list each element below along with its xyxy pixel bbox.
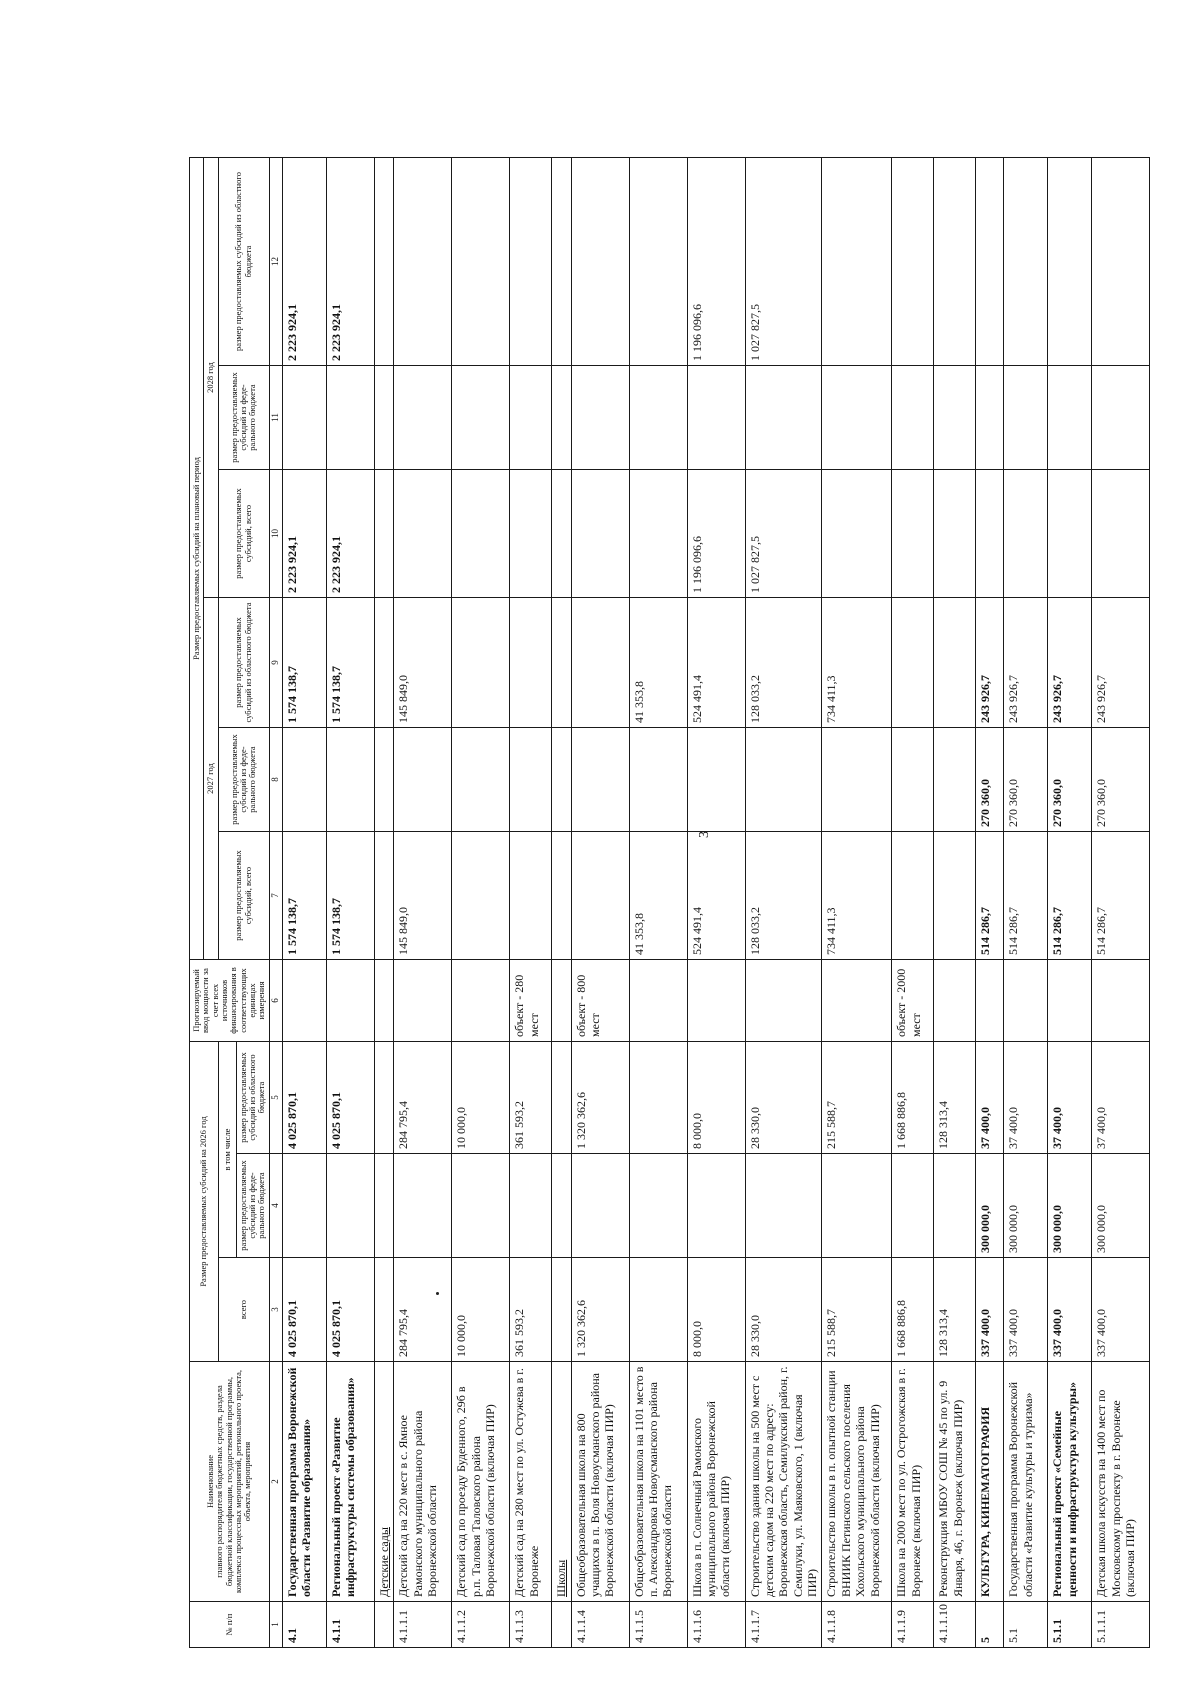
cell-total-2027: 514 286,7	[1048, 832, 1092, 960]
cell-reg-2027	[571, 598, 629, 728]
row-no: 4.1.1.8	[822, 1602, 892, 1648]
cell-reg-2026: 284 795,4	[394, 1042, 452, 1154]
cell-reg-2027	[510, 598, 552, 728]
row-name: Строительство школы в п. опытной станции ВНИИК Петинского сельского поселения Хохольского муниципального района Воронежской области (включая ПИР)	[822, 1362, 892, 1602]
row-name: Детский сад на 280 мест по ул. Остужева в г. Воронеже	[510, 1362, 552, 1602]
row-name: Государственная программа Воронежской области «Развитие культуры и туризма»	[1004, 1362, 1048, 1602]
table-row	[452, 157, 510, 1647]
cell-fed-2028	[326, 366, 374, 470]
cell-fed-2026: 300 000,0	[1004, 1154, 1048, 1258]
row-name: Строительство здания школы на 500 мест с детским садом на 220 мест по адресу: Воронежская область, Семилукский район, г. Семилуки, ул. Маяковского, 1 (включая ПИР)	[745, 1362, 822, 1602]
header-incl-2026: в том числе	[218, 1042, 236, 1258]
col-num: 4	[269, 1154, 282, 1258]
row-name: Региональный проект «Семейные ценности и инфраструктура культуры»	[1048, 1362, 1092, 1602]
cell-total-2026	[552, 1258, 571, 1362]
cell-fed-2028	[552, 366, 571, 470]
cell-total-2027: 524 491,4	[687, 832, 745, 960]
header-fed-2026: размер предоставляемых субсидий из феде-рального бюджета	[236, 1154, 269, 1258]
cell-fed-2026	[282, 1154, 326, 1258]
cell-fed-2027	[326, 728, 374, 832]
col-num: 8	[269, 728, 282, 832]
header-sub-total-2028: размер предоставляемых субсидий, всего	[218, 470, 269, 598]
cell-reg-2026: 28 330,0	[745, 1042, 822, 1154]
header-reg-2028: размер предоставляемых субсидий из областного бюджета	[218, 157, 269, 365]
row-name: Государственная программа Воронежской области «Развитие образования»	[282, 1362, 326, 1602]
table-row	[326, 157, 374, 1647]
table-row	[282, 157, 326, 1647]
cell-fed-2026	[934, 1154, 976, 1258]
cell-capacity	[326, 960, 374, 1042]
table-row	[374, 157, 393, 1647]
cell-total-2028: 2 223 924,1	[282, 470, 326, 598]
cell-capacity	[687, 960, 745, 1042]
header-sub-total-2027: размер предоставляемых субсидий, всего	[218, 832, 269, 960]
header-year2027: 2027 год	[204, 598, 218, 960]
col-num: 7	[269, 832, 282, 960]
row-name: Детский сад по проезду Буденного, 29б в р.п. Таловая Таловского района Воронежской области (включая ПИР)	[452, 1362, 510, 1602]
cell-total-2026: 215 588,7	[822, 1258, 892, 1362]
cell-fed-2028	[822, 366, 892, 470]
cell-total-2026: 128 313,4	[934, 1258, 976, 1362]
cell-reg-2027: 243 926,7	[1004, 598, 1048, 728]
cell-total-2027	[571, 832, 629, 960]
table-row	[745, 157, 822, 1647]
cell-reg-2028	[510, 157, 552, 365]
cell-fed-2028	[1048, 366, 1092, 470]
header-year2028: 2028 год	[204, 157, 218, 597]
cell-fed-2026	[394, 1154, 452, 1258]
row-no: 4.1.1.9	[892, 1602, 934, 1648]
table-row	[934, 157, 976, 1647]
cell-reg-2027: 734 411,3	[822, 598, 892, 728]
table-row	[510, 157, 552, 1647]
cell-fed-2027	[282, 728, 326, 832]
col-num: 3	[269, 1258, 282, 1362]
cell-total-2028: 2 223 924,1	[326, 470, 374, 598]
row-name: Школа в п. Солнечный Рамонского муниципального района Воронежской области (включая ПИР)	[687, 1362, 745, 1602]
row-no: 4.1	[282, 1602, 326, 1648]
cell-reg-2028	[1048, 157, 1092, 365]
cell-capacity: объект - 280 мест	[510, 960, 552, 1042]
rotated-table-container	[189, 158, 1146, 1648]
header-name	[190, 1362, 270, 1602]
cell-total-2027	[934, 832, 976, 960]
cell-total-2028	[552, 470, 571, 598]
cell-reg-2026: 37 400,0	[976, 1042, 1004, 1154]
cell-capacity	[1092, 960, 1150, 1042]
row-no: 5	[976, 1602, 1004, 1648]
cell-fed-2028	[394, 366, 452, 470]
table-row	[571, 157, 629, 1647]
cell-capacity	[745, 960, 822, 1042]
row-name: Общеобразовательная школа на 800 учащихся в п. Воля Новоусманского района Воронежской области (включая ПИР)	[571, 1362, 629, 1602]
cell-reg-2027	[552, 598, 571, 728]
cell-fed-2028	[282, 366, 326, 470]
header-fed-2028: размер предоставляемых субсидий из феде-рального бюджета	[218, 366, 269, 470]
cell-total-2026: 4 025 870,1	[326, 1258, 374, 1362]
cell-fed-2027	[452, 728, 510, 832]
cell-reg-2026	[629, 1042, 687, 1154]
cell-fed-2026	[629, 1154, 687, 1258]
cell-total-2028	[1004, 470, 1048, 598]
cell-fed-2028	[1004, 366, 1048, 470]
cell-fed-2026	[822, 1154, 892, 1258]
cell-total-2026: 8 000,0	[687, 1258, 745, 1362]
cell-total-2028	[510, 470, 552, 598]
cell-total-2027: 514 286,7	[1004, 832, 1048, 960]
cell-fed-2027	[687, 728, 745, 832]
cell-reg-2027: 243 926,7	[1048, 598, 1092, 728]
table-row	[892, 157, 934, 1647]
header-total-2026: всего	[218, 1258, 269, 1362]
cell-total-2027	[452, 832, 510, 960]
cell-reg-2028	[1092, 157, 1150, 365]
row-name: Детский сад на 220 мест в с. Ямное Рамонского муниципального района Воронежской области	[394, 1362, 452, 1602]
cell-fed-2028	[934, 366, 976, 470]
header-no: № п/п	[190, 1602, 270, 1648]
row-name: Школы	[552, 1362, 571, 1602]
row-name: Региональный проект «Развитие инфраструктуры системы образования»	[326, 1362, 374, 1602]
cell-reg-2028	[934, 157, 976, 365]
row-no	[374, 1602, 393, 1648]
cell-total-2026: 361 593,2	[510, 1258, 552, 1362]
cell-fed-2028	[892, 366, 934, 470]
header-fed-2027: размер предоставляемых субсидий из феде-рального бюджета	[218, 728, 269, 832]
header-name-desc: главного распорядителя бюджетных средств, раздела бюджетной классификации, государственной программы, комплекса процессных мероприятий, регионального проекта, объекта, мероприятия	[214, 1369, 253, 1594]
cell-total-2028	[1092, 470, 1150, 598]
cell-reg-2028	[374, 157, 393, 365]
cell-total-2027: 1 574 138,7	[282, 832, 326, 960]
cell-reg-2027: 128 033,2	[745, 598, 822, 728]
col-num: 10	[269, 470, 282, 598]
cell-fed-2027	[892, 728, 934, 832]
cell-reg-2026: 128 313,4	[934, 1042, 976, 1154]
cell-reg-2026: 4 025 870,1	[326, 1042, 374, 1154]
cell-fed-2027: 270 360,0	[1092, 728, 1150, 832]
row-no: 4.1.1.4	[571, 1602, 629, 1648]
header-period-group: Размер предоставляемых субсидий на плановый период	[190, 157, 204, 959]
cell-reg-2026	[552, 1042, 571, 1154]
row-name: Реконструкция МБОУ СОШ № 45 по ул. 9 Января, 46, г. Воронеж (включая ПИР)	[934, 1362, 976, 1602]
table-row	[976, 157, 1004, 1647]
cell-total-2027	[510, 832, 552, 960]
row-name: КУЛЬТУРА, КИНЕМАТОГРАФИЯ	[976, 1362, 1004, 1602]
cell-fed-2028	[452, 366, 510, 470]
cell-total-2028	[374, 470, 393, 598]
cell-reg-2027: 145 849,0	[394, 598, 452, 728]
cell-total-2026: 28 330,0	[745, 1258, 822, 1362]
col-num: 11	[269, 366, 282, 470]
cell-fed-2027	[394, 728, 452, 832]
table-row	[1092, 157, 1150, 1647]
table-row	[1004, 157, 1048, 1647]
cell-reg-2028: 2 223 924,1	[282, 157, 326, 365]
cell-total-2028	[452, 470, 510, 598]
row-name: Детские сады	[374, 1362, 393, 1602]
cell-total-2026: 337 400,0	[1004, 1258, 1048, 1362]
header-reg-2027: размер предоставляемых субсидий из областного бюджета	[218, 598, 269, 728]
row-no: 4.1.1.6	[687, 1602, 745, 1648]
cell-reg-2027: 524 491,4	[687, 598, 745, 728]
cell-reg-2028	[452, 157, 510, 365]
cell-total-2026: 10 000,0	[452, 1258, 510, 1362]
cell-reg-2028: 1 027 827,5	[745, 157, 822, 365]
cell-total-2027: 128 033,2	[745, 832, 822, 960]
cell-fed-2027: 270 360,0	[976, 728, 1004, 832]
cell-fed-2027: 270 360,0	[1004, 728, 1048, 832]
cell-reg-2027: 1 574 138,7	[282, 598, 326, 728]
cell-capacity	[1004, 960, 1048, 1042]
col-num: 9	[269, 598, 282, 728]
page-number: 3	[697, 831, 712, 838]
cell-reg-2027: 41 353,8	[629, 598, 687, 728]
cell-reg-2028	[892, 157, 934, 365]
cell-capacity	[282, 960, 326, 1042]
table-row	[552, 157, 571, 1647]
cell-fed-2026	[326, 1154, 374, 1258]
cell-total-2026: 1 320 362,6	[571, 1258, 629, 1362]
row-no: 5.1.1.1	[1092, 1602, 1150, 1648]
cell-fed-2026	[510, 1154, 552, 1258]
cell-fed-2027	[745, 728, 822, 832]
cell-fed-2027	[374, 728, 393, 832]
cell-reg-2028	[1004, 157, 1048, 365]
cell-reg-2028: 1 196 096,6	[687, 157, 745, 365]
cell-total-2028	[822, 470, 892, 598]
cell-reg-2026: 37 400,0	[1004, 1042, 1048, 1154]
cell-reg-2026: 8 000,0	[687, 1042, 745, 1154]
cell-reg-2026: 1 668 886,8	[892, 1042, 934, 1154]
row-no: 4.1.1.1	[394, 1602, 452, 1648]
cell-reg-2026: 361 593,2	[510, 1042, 552, 1154]
row-no	[552, 1602, 571, 1648]
header-capacity: Прогнозируемый ввод мощности за счет всех источников финансирования в соответствующих единицах измерения	[190, 960, 270, 1042]
cell-reg-2026: 37 400,0	[1092, 1042, 1150, 1154]
row-no: 4.1.1.2	[452, 1602, 510, 1648]
header-reg-2026: размер предоставляемых субсидий из областного бюджета	[236, 1042, 269, 1154]
cell-reg-2026: 1 320 362,6	[571, 1042, 629, 1154]
cell-total-2028	[571, 470, 629, 598]
row-name: Общеобразовательная школа на 1101 место в п. Александровка Новоусманского района Воронежской области	[629, 1362, 687, 1602]
cell-total-2026: 337 400,0	[976, 1258, 1004, 1362]
cell-total-2026: 337 400,0	[1048, 1258, 1092, 1362]
header-name-title: Наименование	[205, 1455, 216, 1508]
cell-total-2026: 284 795,4	[394, 1258, 452, 1362]
cell-reg-2028	[629, 157, 687, 365]
cell-fed-2027	[571, 728, 629, 832]
cell-total-2026: 4 025 870,1	[282, 1258, 326, 1362]
header-year2026: Размер предоставляемых субсидий на 2026 год	[190, 1042, 219, 1362]
row-no: 5.1.1	[1048, 1602, 1092, 1648]
col-num: 1	[269, 1602, 282, 1648]
cell-fed-2028	[629, 366, 687, 470]
cell-total-2028	[1048, 470, 1092, 598]
cell-reg-2026	[374, 1042, 393, 1154]
cell-capacity	[1048, 960, 1092, 1042]
cell-fed-2028	[687, 366, 745, 470]
cell-total-2027: 734 411,3	[822, 832, 892, 960]
row-no: 4.1.1.3	[510, 1602, 552, 1648]
cell-total-2026: 337 400,0	[1092, 1258, 1150, 1362]
cell-fed-2026	[687, 1154, 745, 1258]
cell-total-2026	[629, 1258, 687, 1362]
cell-total-2027	[892, 832, 934, 960]
subsidy-table	[189, 157, 1150, 1648]
cell-fed-2027	[510, 728, 552, 832]
col-num: 2	[269, 1362, 282, 1602]
cell-capacity: объект - 2000 мест	[892, 960, 934, 1042]
cell-total-2027: 514 286,7	[976, 832, 1004, 960]
cell-capacity	[552, 960, 571, 1042]
cell-total-2028	[976, 470, 1004, 598]
cell-fed-2026	[745, 1154, 822, 1258]
cell-fed-2027	[552, 728, 571, 832]
cell-fed-2026: 300 000,0	[1092, 1154, 1150, 1258]
cell-fed-2028	[1092, 366, 1150, 470]
row-name: Детская школа искусств на 1400 мест по Московскому проспекту в г. Воронеже (включая ПИР)	[1092, 1362, 1150, 1602]
table-row	[629, 157, 687, 1647]
cell-reg-2027	[374, 598, 393, 728]
cell-reg-2027: 243 926,7	[1092, 598, 1150, 728]
cell-total-2027	[552, 832, 571, 960]
cell-fed-2026	[452, 1154, 510, 1258]
cell-total-2028	[629, 470, 687, 598]
cell-reg-2026: 10 000,0	[452, 1042, 510, 1154]
cell-reg-2027: 243 926,7	[976, 598, 1004, 728]
cell-reg-2028	[571, 157, 629, 365]
cell-fed-2026	[374, 1154, 393, 1258]
cell-fed-2028	[510, 366, 552, 470]
row-no: 4.1.1.5	[629, 1602, 687, 1648]
row-name: Школа на 2000 мест по ул. Острогожская в г. Воронеже (включая ПИР)	[892, 1362, 934, 1602]
cell-fed-2027	[629, 728, 687, 832]
cell-capacity	[374, 960, 393, 1042]
cell-reg-2027: 1 574 138,7	[326, 598, 374, 728]
cell-total-2027: 41 353,8	[629, 832, 687, 960]
col-num: 12	[269, 157, 282, 365]
col-num: 6	[269, 960, 282, 1042]
cell-reg-2027	[934, 598, 976, 728]
row-no: 5.1	[1004, 1602, 1048, 1648]
cell-total-2026: 1 668 886,8	[892, 1258, 934, 1362]
cell-capacity	[976, 960, 1004, 1042]
cell-capacity	[452, 960, 510, 1042]
cell-reg-2028: 2 223 924,1	[326, 157, 374, 365]
col-num: 5	[269, 1042, 282, 1154]
cell-reg-2026: 215 588,7	[822, 1042, 892, 1154]
cell-reg-2027	[892, 598, 934, 728]
cell-reg-2028	[822, 157, 892, 365]
cell-total-2028	[892, 470, 934, 598]
cell-fed-2027: 270 360,0	[1048, 728, 1092, 832]
cell-fed-2026: 300 000,0	[1048, 1154, 1092, 1258]
row-no: 4.1.1	[326, 1602, 374, 1648]
table-row	[687, 157, 745, 1647]
cell-fed-2026: 300 000,0	[976, 1154, 1004, 1258]
cell-reg-2028	[394, 157, 452, 365]
cell-total-2028: 1 027 827,5	[745, 470, 822, 598]
cell-fed-2028	[745, 366, 822, 470]
row-no: 4.1.1.7	[745, 1602, 822, 1648]
cell-total-2027	[374, 832, 393, 960]
cell-fed-2028	[374, 366, 393, 470]
cell-reg-2026: 37 400,0	[1048, 1042, 1092, 1154]
cell-fed-2026	[892, 1154, 934, 1258]
cell-fed-2026	[552, 1154, 571, 1258]
cell-total-2028: 1 196 096,6	[687, 470, 745, 598]
cell-total-2028	[934, 470, 976, 598]
cell-capacity	[934, 960, 976, 1042]
table-row	[1048, 157, 1092, 1647]
table-row	[822, 157, 892, 1647]
cell-capacity	[394, 960, 452, 1042]
cell-capacity: объект - 800 мест	[571, 960, 629, 1042]
cell-reg-2028	[976, 157, 1004, 365]
cell-reg-2026: 4 025 870,1	[282, 1042, 326, 1154]
cell-fed-2027	[822, 728, 892, 832]
cell-fed-2027	[934, 728, 976, 832]
cell-total-2028	[394, 470, 452, 598]
cell-total-2027: 145 849,0	[394, 832, 452, 960]
cell-capacity	[629, 960, 687, 1042]
cell-fed-2028	[571, 366, 629, 470]
cell-reg-2028	[552, 157, 571, 365]
cell-total-2026	[374, 1258, 393, 1362]
cell-total-2027: 514 286,7	[1092, 832, 1150, 960]
cell-fed-2028	[976, 366, 1004, 470]
cell-fed-2026	[571, 1154, 629, 1258]
row-no: 4.1.1.10	[934, 1602, 976, 1648]
cell-capacity	[822, 960, 892, 1042]
table-row	[394, 157, 452, 1647]
cell-total-2027: 1 574 138,7	[326, 832, 374, 960]
cell-reg-2027	[452, 598, 510, 728]
column-numbers-row	[269, 157, 282, 1647]
